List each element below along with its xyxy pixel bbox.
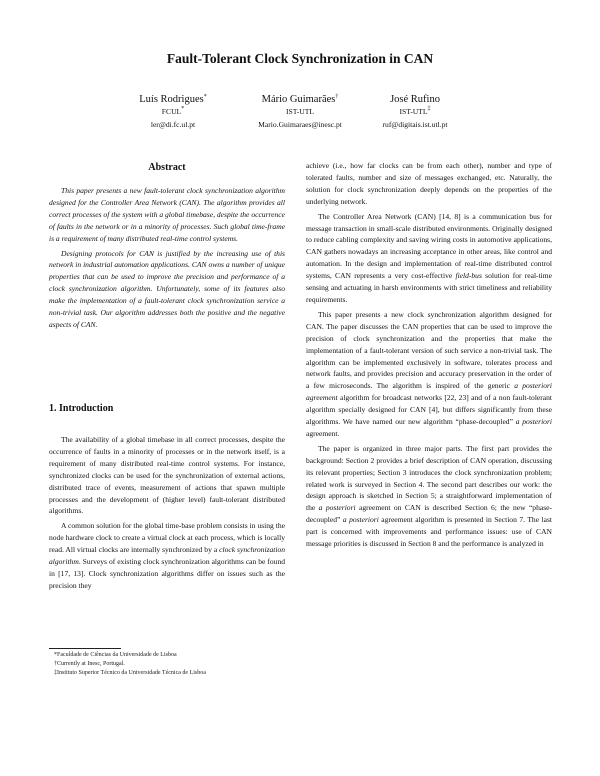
author-name: Mário Guimarães† — [261, 94, 339, 105]
body-paragraph: The Controller Area Network (CAN) [14, 8] is a communication bus for message transaction in small-scale distributed environments. Originally designed to reduce cabling complexity and saving wiring costs in automotive applications, CAN gathers nowadays an increasing acceptance in other areas, like control and automation. In the design and implementation of real-time distributed control systems, CAN represents a very cost-effective field-bus solution for real-time sensing and actuating in harsh environments with strict timeliness and reliability requirements. — [306, 211, 552, 304]
author-name: José Rufino — [390, 94, 440, 105]
body-paragraph: achieve (i.e., how far clocks can be from each other), number and type of tolerated faults, number and size of messages exchanged, etc. Naturally, the solution for clock synchronization deeply depends on the properties of the underlying network. — [306, 161, 552, 206]
body-paragraph: The availability of a global timebase in all correct processes, despite the occurrence of faults in a minority of processes or in the network itself, is a requirement of many distributed real-time control systems. For instance, synchronized clocks can be used for the synchronization of external actions, distributed trace of events, measurement of actions that spawn multiple processes and the development of (higher level) fault-tolerant distributed algorithms. — [49, 435, 285, 516]
intro-body — [49, 434, 285, 592]
section-heading: 1. Introduction — [49, 403, 114, 414]
paper-title: Fault-Tolerant Clock Synchronization in CAN — [166, 51, 434, 66]
abstract-paragraph: This paper presents a new fault-tolerant clock synchronization algorithm designed for the Controller Area Network (CAN). The algorithm provides all correct processes of the system with a global timebase, despite the occurrence of faults in the network or in a minority of processes. Such global time-frame is a requirement of many distributed real-time control systems. — [49, 186, 285, 243]
author-affiliation: IST-UTL‡ — [399, 106, 431, 117]
footnote: ‡Instituto Superior Técnico da Universidade Técnica de Lisboa — [54, 670, 206, 676]
author-name: Luís Rodrigues* — [139, 94, 207, 105]
author-email: ruf@digitais.ist.utl.pt — [382, 119, 448, 129]
author-affiliation: FCUL* — [161, 106, 185, 117]
right-column-body — [306, 160, 552, 550]
author-block — [118, 94, 228, 131]
abstract-heading: Abstract — [148, 162, 186, 173]
author-block — [225, 94, 375, 131]
abstract-body — [49, 185, 285, 331]
body-paragraph: The paper is organized in three major parts. The first part provides the background: Section 2 provides a brief description of CAN operation, discussing its relevant properties; Section 3 introduces the clock synchronization problem; related work is surveyed in Section 4. The second part describes our work: the design approach is sketched in Section 5; a straightforward implementation of the a posteriori agreement on CAN is described Section 6; the new “phase-decoupled” a posteriori agreement algorithm is presented in Section 7. The last part is concerned with improvements and performance issues: use of CAN message priorities is discussed in Section 8 and the performance is analyzed in — [306, 443, 552, 549]
author-email: ler@di.fc.ul.pt — [150, 119, 196, 129]
author-block — [355, 94, 475, 131]
footnote: *Faculdade de Ciências da Universidade de Lisboa — [54, 652, 177, 658]
body-paragraph: A common solution for the global time-base problem consists in using the node hardware clock to create a virtual clock at each process, which is locally read. All virtual clocks are internally synchronized by a clock synchronization algorithm. Surveys of existing clock synchronization algorithms can be found in [17, 13]. Clock synchronization algorithms differ on issues such as the precision they — [49, 521, 285, 590]
body-paragraph: This paper presents a new clock synchronization algorithm designed for CAN. The paper discusses the CAN properties that can be used to improve the precision of clock synchronization and the properties that make the implementation of a fault-tolerant version of such service a non-trivial task. The algorithm can be implemented exclusively in software, tolerates process and network faults, and provides precision and accuracy preservation in the order of a few microseconds. The algorithm is inspired of the generic a posteriori agreement algorithm for broadcast networks [22, 23] and of a non fault-tolerant algorithm specially designed for CAN [4], but differs significantly from these algorithms. We have named our new algorithm “phase-decoupled” a posteriori agreement. — [306, 309, 552, 438]
footnotes — [54, 651, 294, 678]
author-affiliation: IST-UTL — [286, 107, 314, 117]
author-email: Mario.Guimaraes@inesc.pt — [258, 119, 342, 129]
footnote-divider — [49, 648, 121, 649]
footnote: †Currently at Inesc, Portugal. — [54, 661, 125, 667]
abstract-paragraph: Designing protocols for CAN is justified by the increasing use of this network in industrial automation applications. CAN owns a number of unique properties that can be used to improve the precision and performance of a clock synchronization algorithm. Unfortunately, some of its features also make the implementation of a fault-tolerant clock synchronization service a non-trivial task. Our algorithm addresses both the positive and the negative aspects of CAN. — [49, 248, 285, 329]
